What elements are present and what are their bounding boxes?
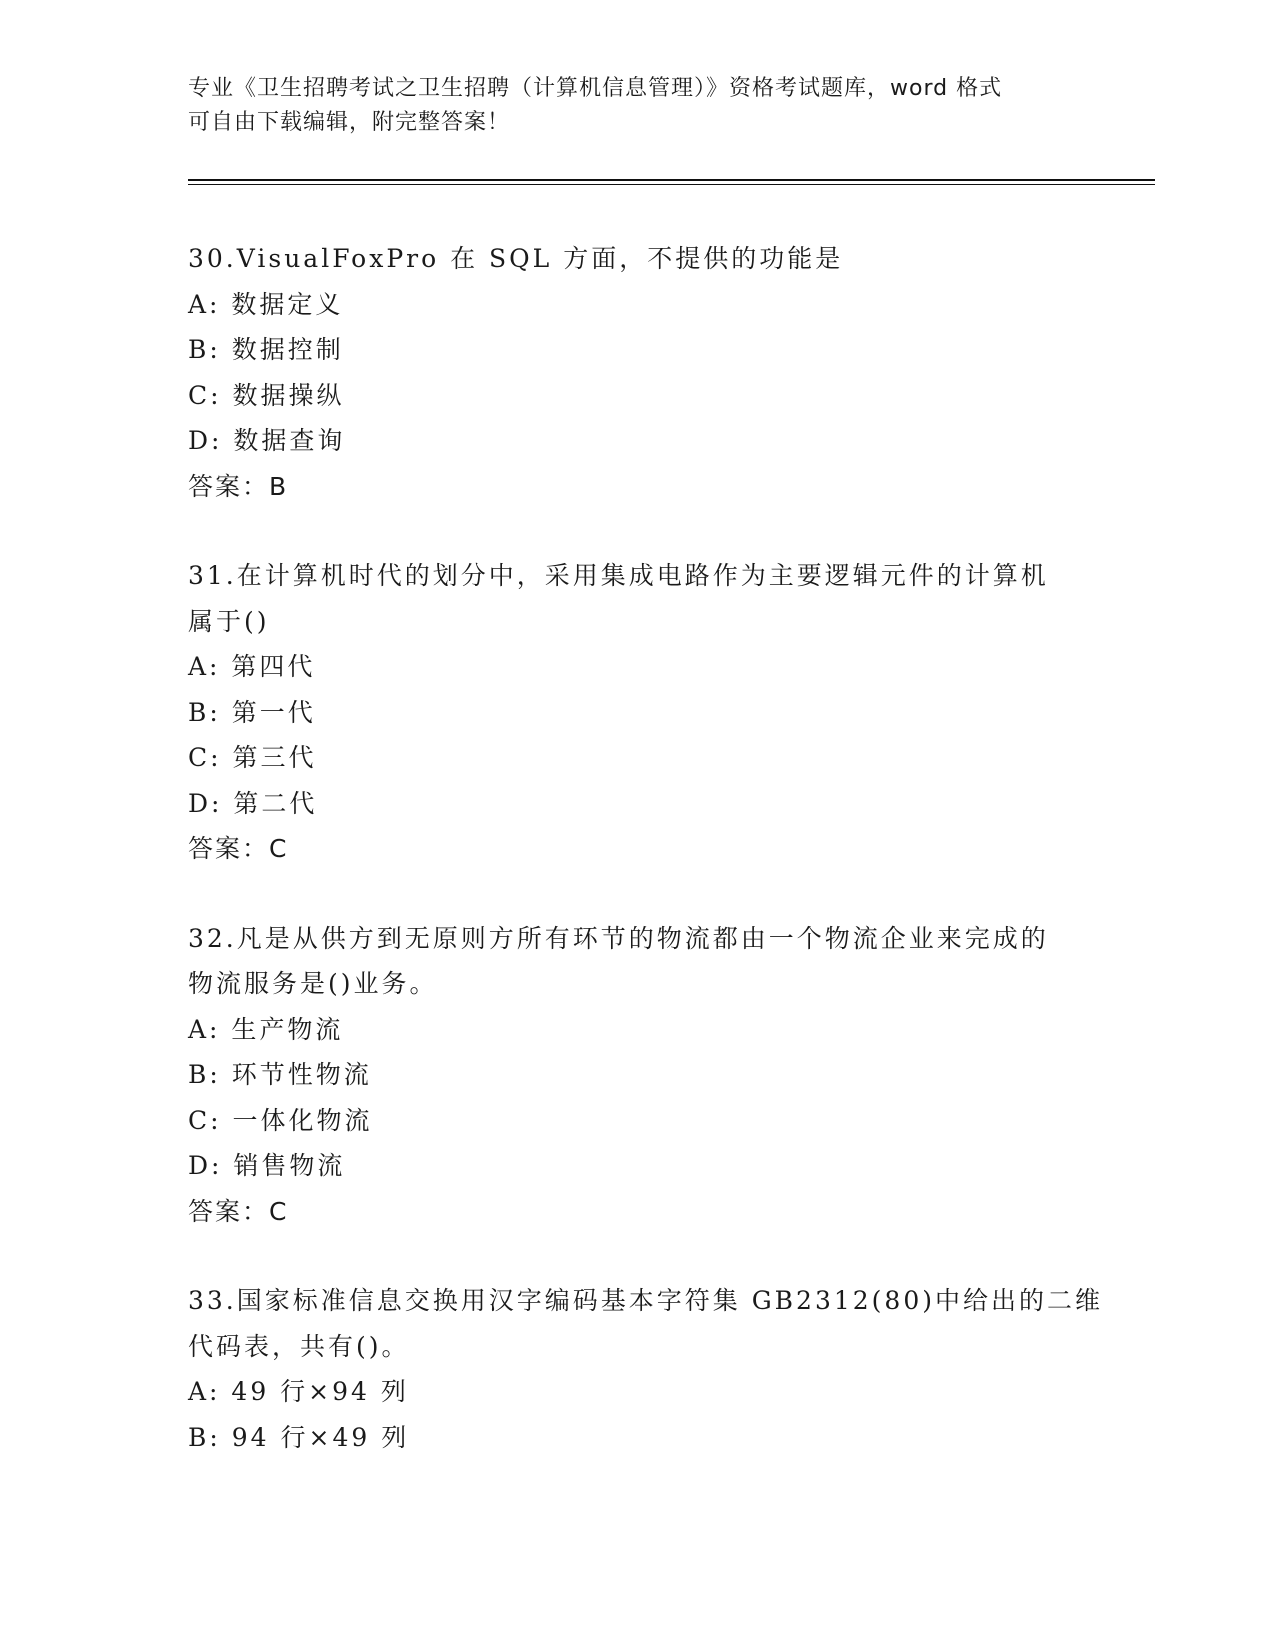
- option-d: D: 数据查询: [188, 426, 346, 455]
- option-b: B: 环节性物流: [188, 1060, 372, 1089]
- answer: 答案：B: [188, 471, 289, 501]
- question-stem: 31.在计算机时代的划分中，采用集成电路作为主要逻辑元件的计算机: [188, 561, 1049, 590]
- option-b: B: 94 行×49 列: [188, 1422, 410, 1452]
- question-31: [188, 553, 1088, 872]
- question-stem: 32.凡是从供方到无原则方所有环节的物流都由一个物流企业来完成的: [188, 923, 1049, 953]
- option-b: B: 数据控制: [188, 335, 344, 364]
- question-stem-continued: 属于(): [188, 606, 270, 636]
- option-a: A: 生产物流: [188, 1014, 344, 1044]
- header-line-1: 专业《卫生招聘考试之卫生招聘（计算机信息管理）》资格考试题库，word 格式: [188, 76, 1003, 101]
- answer: 答案：C: [188, 834, 289, 863]
- question-list: [188, 236, 1103, 1504]
- option-a: A: 第四代: [188, 652, 316, 681]
- question-stem: 33.国家标准信息交换用汉字编码基本字符集 GB2312(80)中给出的二维: [188, 1286, 1103, 1315]
- header-line-2: 可自由下载编辑，附完整答案！: [188, 110, 511, 135]
- header-divider-thin: [188, 184, 1155, 185]
- option-d: D: 第二代: [188, 788, 318, 818]
- option-c: C: 第三代: [188, 743, 317, 772]
- question-33: [188, 1278, 1103, 1460]
- option-a: A: 49 行×94 列: [188, 1377, 409, 1406]
- option-d: D: 销售物流: [188, 1151, 346, 1180]
- option-a: A: 数据定义: [188, 289, 344, 319]
- option-b: B: 第一代: [188, 697, 316, 727]
- question-30: [188, 236, 1088, 509]
- header-divider-thick: [188, 179, 1155, 181]
- document-header: [188, 72, 1088, 140]
- option-c: C: 一体化物流: [188, 1105, 373, 1135]
- question-32: [188, 916, 1088, 1235]
- question-stem: 30.VisualFoxPro 在 SQL 方面，不提供的功能是: [188, 244, 844, 273]
- answer: 答案：C: [188, 1196, 289, 1226]
- option-c: C: 数据操纵: [188, 380, 345, 410]
- question-stem-continued: 代码表，共有()。: [188, 1331, 410, 1361]
- question-stem-continued: 物流服务是()业务。: [188, 969, 438, 998]
